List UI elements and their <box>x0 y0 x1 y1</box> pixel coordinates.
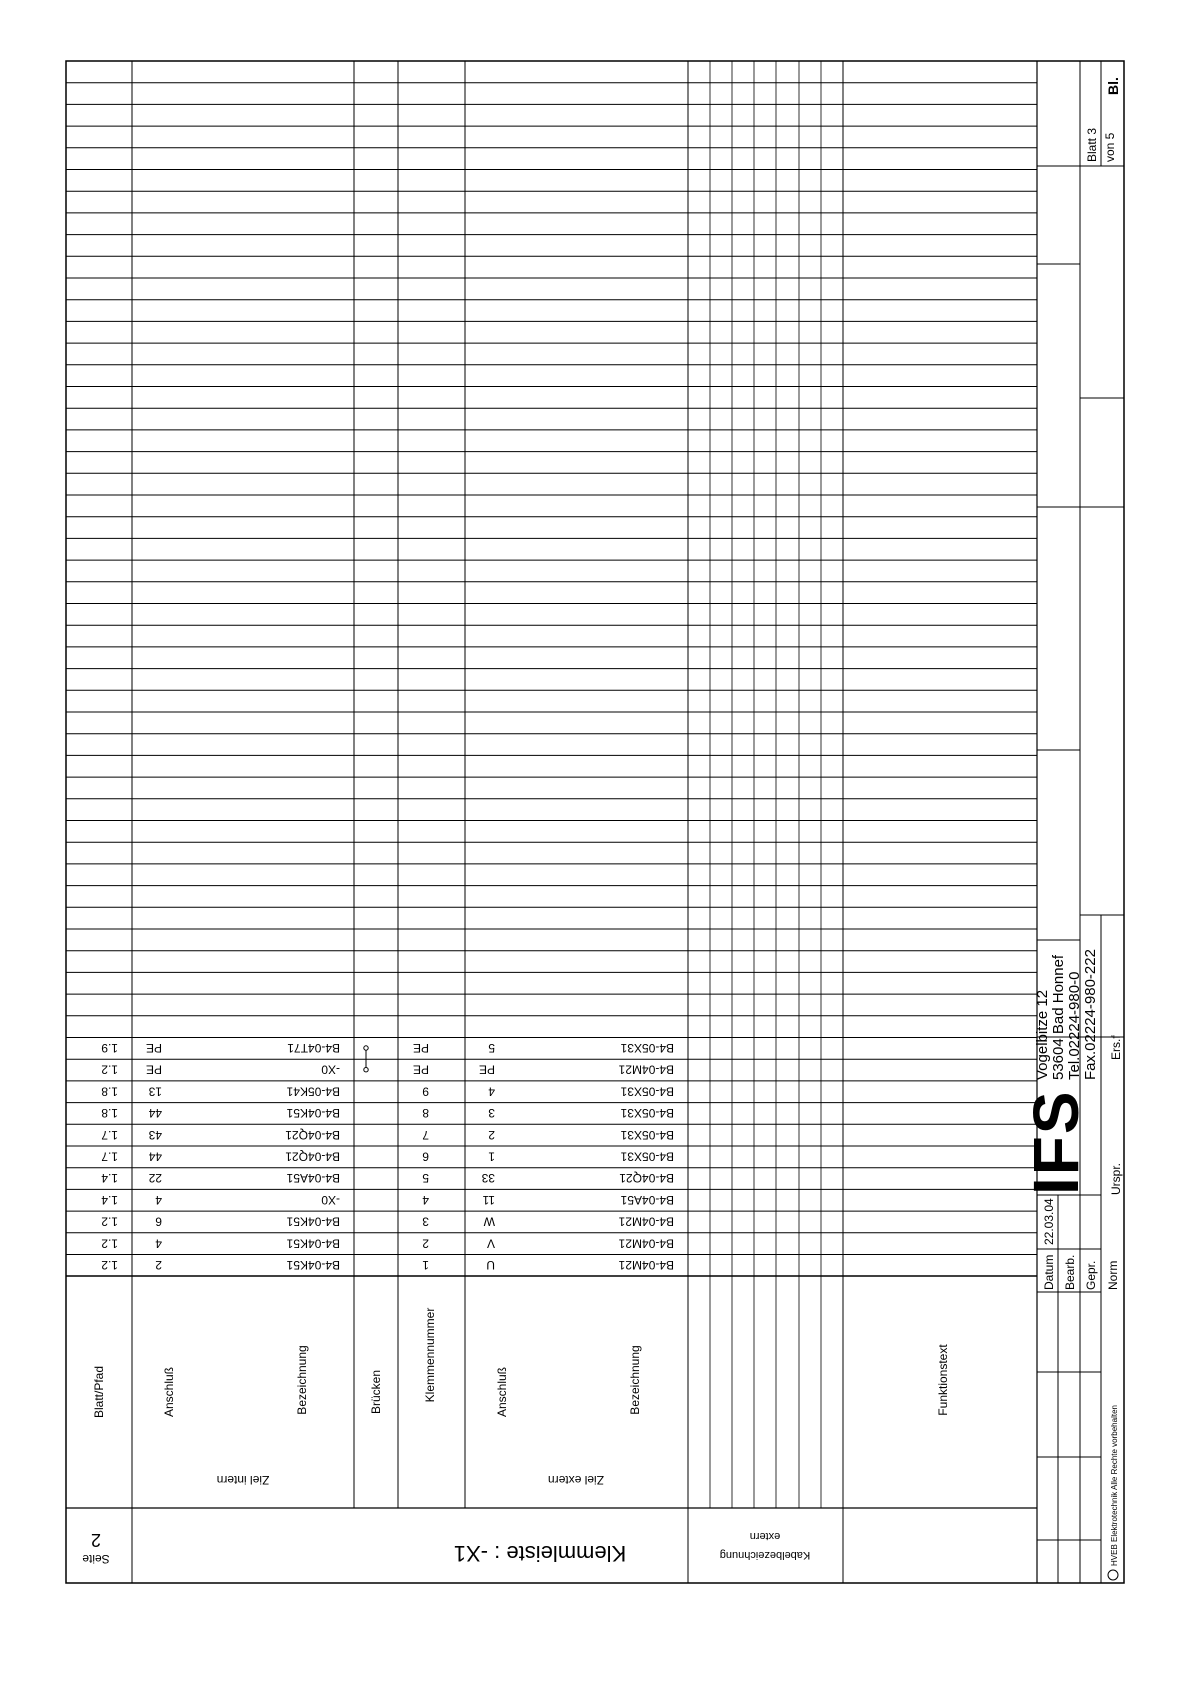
address-line1: Vogelbitze 12 <box>1034 989 1051 1080</box>
address-line2: 53604 Bad Honnef <box>1050 954 1067 1080</box>
row-ext-bez: B4-04M21 <box>618 1236 674 1251</box>
row-int-bez: B4-04K51 <box>286 1236 340 1251</box>
seite-label: Seite <box>82 1552 110 1566</box>
header-kabel-line1: Kabelbezeichnung <box>719 1549 811 1561</box>
table-row <box>101 1150 674 1164</box>
row-ext-anschluss: 33 <box>481 1171 495 1186</box>
urspr-label: Urspr. <box>1109 1162 1123 1195</box>
header-funktionstext: Funktionstext <box>936 1344 950 1416</box>
ersf-label: Ers.f <box>1109 1035 1123 1060</box>
header-blatt-pfad: Blatt/Pfad <box>92 1365 106 1419</box>
table-row <box>101 1084 674 1098</box>
row-int-anschluss: 2 <box>155 1258 162 1272</box>
row-ext-bez: B4-05X31 <box>620 1041 674 1055</box>
gepr-label: Gepr. <box>1084 1260 1098 1290</box>
row-ext-anschluss: 3 <box>488 1106 495 1121</box>
strip-title: Klemmleiste : -X1 <box>453 1541 627 1566</box>
seite-value: 2 <box>90 1530 102 1550</box>
row-ext-anschluss: 11 <box>482 1192 495 1207</box>
row-int-bez: -X0 <box>321 1062 340 1077</box>
address-line3: Tel.02224-980-0 <box>1066 971 1083 1080</box>
table-row <box>101 1128 674 1142</box>
row-pfad: 1.9 <box>101 1041 118 1055</box>
terminal-rows <box>101 1041 674 1272</box>
row-ext-anschluss: 5 <box>488 1041 495 1055</box>
table-row <box>101 1063 674 1077</box>
bl-label: Bl. <box>1105 77 1121 95</box>
von-label: von 5 <box>1103 132 1117 162</box>
row-pfad: 1.2 <box>101 1236 118 1251</box>
datum-label: Datum <box>1042 1254 1056 1290</box>
row-klemme: 8 <box>422 1106 429 1121</box>
row-pfad: 1.4 <box>101 1192 118 1207</box>
row-pfad: 1.2 <box>101 1258 118 1272</box>
row-ext-anschluss: 2 <box>488 1127 495 1142</box>
row-klemme: 4 <box>422 1192 429 1207</box>
norm-label: Norm <box>1106 1260 1120 1290</box>
header-bezeichnung-intern: Bezeichnung <box>295 1345 309 1415</box>
row-int-anschluss: 13 <box>148 1084 162 1099</box>
blatt-label: Blatt 3 <box>1085 127 1099 162</box>
table-grid <box>66 61 1124 1583</box>
row-ext-bez: B4-05X31 <box>620 1084 674 1099</box>
row-ext-anschluss: 1 <box>488 1149 495 1164</box>
header-klemmennummer: Klemmennummer <box>423 1307 437 1403</box>
table-row <box>101 1106 674 1120</box>
row-ext-anschluss: U <box>486 1258 495 1272</box>
title-block <box>1037 61 1124 1583</box>
row-pfad: 1.4 <box>101 1171 118 1186</box>
datum-value: 22.03.04 <box>1042 1198 1056 1245</box>
row-int-bez: B4-04T71 <box>287 1041 340 1055</box>
copyright-icon <box>1108 1570 1118 1580</box>
header-anschluss-intern: Anschluß <box>162 1366 176 1418</box>
row-int-anschluss: PE <box>145 1041 162 1055</box>
row-klemme: 1 <box>422 1258 429 1272</box>
row-int-bez: B4-04Q21 <box>285 1127 340 1142</box>
row-ext-anschluss: V <box>486 1236 495 1251</box>
row-ext-bez: B4-05X31 <box>620 1106 674 1121</box>
row-ext-bez: B4-05X31 <box>620 1149 674 1164</box>
row-int-bez: B4-05K41 <box>286 1084 340 1099</box>
row-klemme: 9 <box>422 1084 429 1099</box>
row-int-bez: B4-04A51 <box>286 1171 340 1186</box>
row-int-anschluss: 44 <box>148 1106 162 1121</box>
table-row <box>101 1236 674 1250</box>
header-anschluss-extern: Anschluß <box>495 1366 509 1418</box>
company-logo: IFS <box>1020 1089 1092 1195</box>
header-bezeichnung-extern: Bezeichnung <box>628 1345 642 1415</box>
row-int-anschluss: 44 <box>148 1149 162 1164</box>
header-bruecken: Brücken <box>369 1369 383 1415</box>
row-int-bez: B4-04K51 <box>286 1214 340 1229</box>
table-row <box>101 1041 674 1055</box>
row-ext-anschluss: PE <box>478 1062 495 1077</box>
header-ziel-intern: Ziel intern <box>216 1473 270 1487</box>
bearb-label: Bearb. <box>1063 1254 1077 1290</box>
row-ext-anschluss: W <box>483 1214 495 1229</box>
copyright-text: HVEB Elektrotechnik Alle Rechte vorbehalten <box>1110 1405 1119 1566</box>
table-row <box>101 1193 674 1207</box>
row-int-bez: B4-04Q21 <box>285 1149 340 1164</box>
row-klemme: 7 <box>422 1127 429 1142</box>
row-ext-bez: B4-04M21 <box>618 1062 674 1077</box>
row-klemme: 6 <box>422 1149 429 1164</box>
header-ziel-extern: Ziel extern <box>547 1473 605 1487</box>
row-klemme: 3 <box>422 1214 429 1229</box>
row-ext-bez: B4-04M21 <box>618 1258 674 1272</box>
row-int-anschluss: 4 <box>155 1192 162 1207</box>
header-labels <box>82 1308 950 1566</box>
row-int-bez: -X0 <box>321 1192 340 1207</box>
row-pfad: 1.2 <box>101 1214 118 1229</box>
row-klemme: 5 <box>422 1171 429 1186</box>
title-block-text <box>1020 77 1123 1580</box>
table-row <box>101 1215 674 1229</box>
address-line4: Fax.02224-980-222 <box>1082 949 1099 1080</box>
row-int-bez: B4-04K51 <box>286 1106 340 1121</box>
row-int-anschluss: 43 <box>148 1127 162 1142</box>
row-ext-bez: B4-04M21 <box>618 1214 674 1229</box>
row-int-bez: B4-04K51 <box>286 1258 340 1272</box>
row-pfad: 1.8 <box>101 1084 118 1099</box>
row-int-anschluss: 6 <box>155 1214 162 1229</box>
row-ext-bez: B4-04A51 <box>620 1192 674 1207</box>
sheet-border <box>66 61 1124 1583</box>
row-ext-bez: B4-04Q21 <box>619 1171 674 1186</box>
row-pfad: 1.2 <box>101 1062 118 1077</box>
row-pfad: 1.7 <box>101 1127 118 1142</box>
table-row <box>101 1171 674 1185</box>
row-klemme: PE <box>412 1062 429 1077</box>
row-int-anschluss: 22 <box>148 1171 162 1186</box>
row-klemme: 2 <box>422 1236 429 1251</box>
row-ext-bez: B4-05X31 <box>620 1127 674 1142</box>
header-kabel-line2: extern <box>749 1530 781 1542</box>
row-lines <box>66 83 1037 1255</box>
row-pfad: 1.7 <box>101 1149 118 1164</box>
row-pfad: 1.8 <box>101 1106 118 1121</box>
row-int-anschluss: 4 <box>155 1236 162 1251</box>
row-klemme: PE <box>412 1041 429 1055</box>
row-ext-anschluss: 4 <box>488 1084 495 1099</box>
row-int-anschluss: PE <box>145 1062 162 1077</box>
table-row <box>101 1258 674 1272</box>
